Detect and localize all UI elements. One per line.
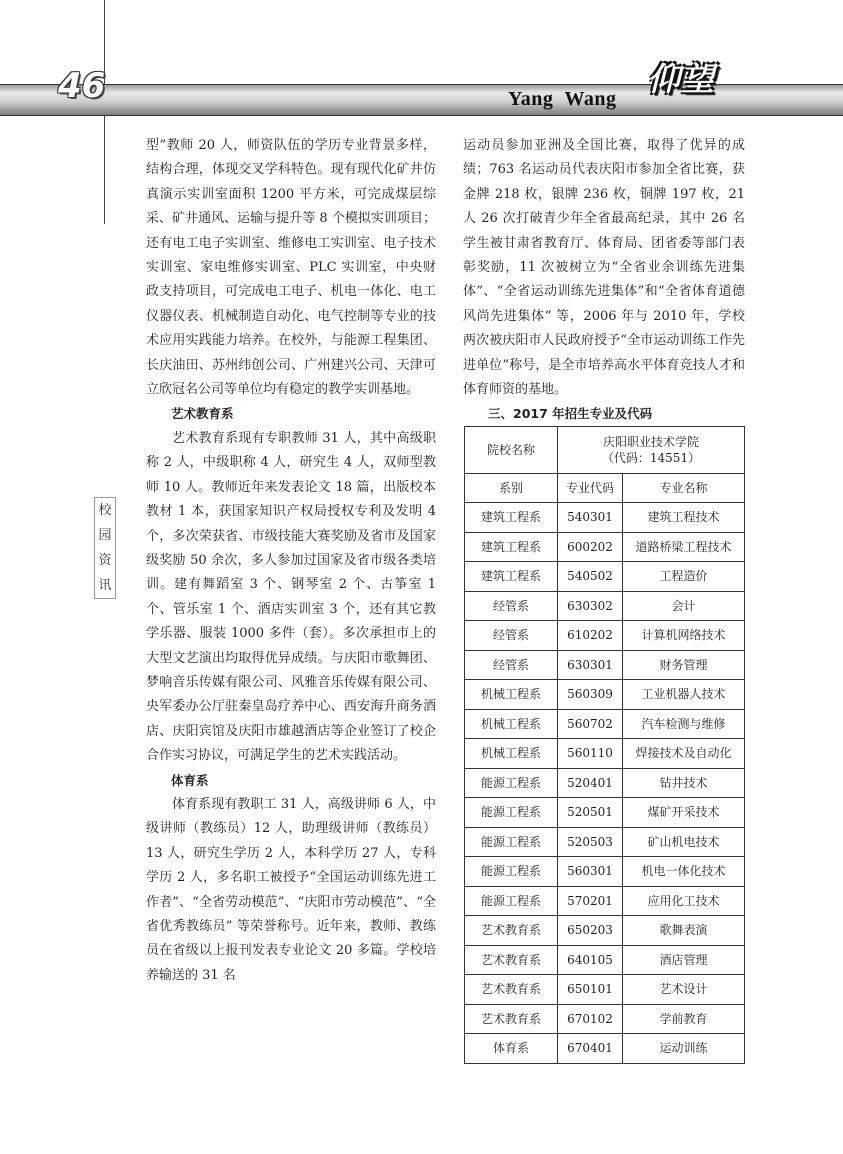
name-cell: 焊接技术及自动化 — [623, 739, 745, 769]
table-row — [465, 945, 745, 975]
dept-cell: 机械工程系 — [465, 680, 558, 710]
code-cell: 560702 — [558, 709, 623, 739]
table-title: 三、2017 年招生专业及代码 — [488, 406, 653, 422]
table-row — [465, 591, 745, 621]
code-cell: 560301 — [558, 857, 623, 887]
table-row — [465, 680, 745, 710]
dept-cell: 能源工程系 — [465, 798, 558, 828]
dept-cell: 建筑工程系 — [465, 503, 558, 533]
code-cell: 650101 — [558, 975, 623, 1005]
dept-cell: 能源工程系 — [465, 768, 558, 798]
name-cell: 运动训练 — [623, 1034, 745, 1064]
dept-cell: 能源工程系 — [465, 827, 558, 857]
dept-cell: 艺术教育系 — [465, 945, 558, 975]
table-row — [465, 916, 745, 946]
name-cell: 工业机器人技术 — [623, 680, 745, 710]
table-row — [465, 562, 745, 592]
school-code: （代码：14551） — [601, 451, 701, 465]
left-column — [146, 134, 436, 988]
table-row — [465, 650, 745, 680]
table-row — [465, 621, 745, 651]
code-cell: 560110 — [558, 739, 623, 769]
code-cell: 610202 — [558, 621, 623, 651]
name-cell: 学前教育 — [623, 1004, 745, 1034]
code-cell: 520503 — [558, 827, 623, 857]
code-cell: 520501 — [558, 798, 623, 828]
name-cell: 机电一体化技术 — [623, 857, 745, 887]
section-tab — [94, 497, 116, 599]
name-cell: 应用化工技术 — [623, 886, 745, 916]
table-row — [465, 975, 745, 1005]
code-cell: 560309 — [558, 680, 623, 710]
name-cell: 煤矿开采技术 — [623, 798, 745, 828]
code-cell: 670102 — [558, 1004, 623, 1034]
section-tab-char: 园 — [98, 528, 112, 543]
code-cell: 520401 — [558, 768, 623, 798]
table-row — [465, 827, 745, 857]
dept-cell: 经管系 — [465, 650, 558, 680]
table-row — [465, 739, 745, 769]
name-cell: 建筑工程技术 — [623, 503, 745, 533]
dept-cell: 机械工程系 — [465, 739, 558, 769]
section-tab-char: 校 — [98, 503, 112, 518]
name-cell: 歌舞表演 — [623, 916, 745, 946]
dept-cell: 能源工程系 — [465, 886, 558, 916]
name-cell: 道路桥梁工程技术 — [623, 532, 745, 562]
code-cell: 600202 — [558, 532, 623, 562]
dept-cell: 体育系 — [465, 1034, 558, 1064]
magazine-logo: 仰望 — [648, 60, 717, 98]
school-name: 庆阳职业技术学院 — [602, 435, 699, 449]
table-header-school — [465, 427, 745, 474]
school-label: 院校名称 — [465, 427, 558, 474]
column-header-dept: 系别 — [465, 474, 558, 503]
column-header-name: 专业名称 — [623, 474, 745, 503]
code-cell: 540502 — [558, 562, 623, 592]
dept-cell: 建筑工程系 — [465, 532, 558, 562]
section-heading-pe: 体育系 — [171, 772, 209, 788]
table-row — [465, 1034, 745, 1064]
majors-table — [464, 426, 745, 1064]
page-number: 46 — [58, 66, 106, 106]
paragraph: 艺术教育系现有专职教师 31 人，其中高级职称 2 人，中级职称 4 人，研究生 4 人，双师型教师 10 人。教师近年来发表论文 18 篇，出版校本教材 1 本，获国家知识产权局授权专利及发明 4 个，多次荣获省、市级技能大赛奖励及省市及国家级奖励 50 余次，多人参加过国家及省市级各类培训。建有舞蹈室 3 个、钢琴室 2 个、古筝室 1 个、管乐室 1 个、酒店实训室 3 个，还有其它教学乐器、服装 1000 多件（套）。多次承担市上的大型文艺演出均取得优异成绩。与庆阳市歌舞团、梦响音乐传媒有限公司、风雅音乐传媒有限公司、央军委办公厅驻秦皇岛疗养中心、西安海升商务酒店、庆阳宾馆及庆阳市雄越酒店等企业签订了校企合作实习协议，可满足学生的艺术实践活动。 — [146, 430, 436, 764]
table-row — [465, 1004, 745, 1034]
code-cell: 630301 — [558, 650, 623, 680]
dept-cell: 艺术教育系 — [465, 1004, 558, 1034]
header-bar — [0, 84, 843, 116]
table-header-columns — [465, 474, 745, 503]
table-row — [465, 709, 745, 739]
table-row — [465, 798, 745, 828]
section-tab-char: 讯 — [98, 578, 112, 593]
name-cell: 计算机网络技术 — [623, 621, 745, 651]
table-row — [465, 857, 745, 887]
dept-cell: 机械工程系 — [465, 709, 558, 739]
paragraph: 型”教师 20 人，师资队伍的学历专业背景多样，结构合理，体现交叉学科特色。现有现代化矿井仿真演示实训室面积 1200 平方米，可完成煤层综采、矿井通风、运输与提升等 8 个模拟实训项目；还有电工电子实训室、维修电工实训室、电子技术实训室、家电维修实训室、PLC 实训室，中央财政支持项目，可完成电工电子、机电一体化、电工仪器仪表、机械制造自动化、电气控制等专业的技术应用实践能力培养。在校外，与能源工程集团、长庆油田、苏州纬创公司、广州建兴公司、天津可立欣冠名公司等单位均有稳定的教学实训基地。 — [146, 138, 436, 398]
name-cell: 汽车检测与维修 — [623, 709, 745, 739]
dept-cell: 建筑工程系 — [465, 562, 558, 592]
name-cell: 工程造价 — [623, 562, 745, 592]
table-row — [465, 768, 745, 798]
table-row — [465, 886, 745, 916]
column-header-code: 专业代码 — [558, 474, 623, 503]
school-cell — [558, 427, 745, 474]
name-cell: 会计 — [623, 591, 745, 621]
right-column — [463, 134, 745, 427]
dept-cell: 经管系 — [465, 591, 558, 621]
code-cell: 670401 — [558, 1034, 623, 1064]
name-cell: 财务管理 — [623, 650, 745, 680]
code-cell: 540301 — [558, 503, 623, 533]
dept-cell: 经管系 — [465, 621, 558, 651]
dept-cell: 艺术教育系 — [465, 916, 558, 946]
name-cell: 钻井技术 — [623, 768, 745, 798]
running-head: Yang Wang — [508, 88, 617, 110]
code-cell: 640105 — [558, 945, 623, 975]
name-cell: 艺术设计 — [623, 975, 745, 1005]
table-row — [465, 503, 745, 533]
section-tab-char: 资 — [98, 553, 112, 568]
section-heading-art: 艺术教育系 — [171, 406, 234, 422]
table-row — [465, 532, 745, 562]
code-cell: 650203 — [558, 916, 623, 946]
paragraph: 运动员参加亚洲及全国比赛，取得了优异的成绩；763 名运动员代表庆阳市参加全省比赛，获金牌 218 枚，银牌 236 枚，铜牌 197 枚，21 人 26 次打破青少年全省最高纪录，其中 26 名学生被甘肃省教育厅、体育局、团省委等部门表彰奖励，11 次被树立为“全省业余训练先进集体”、“全省运动训练先进集体”和“全省体育道德风尚先进集体” 等，2006 年与 2010 年，学校两次被庆阳市人民政府授予“全市运动训练工作先进单位”称号，是全市培养高水平体育竞技人才和体育师资的基地。 — [463, 138, 745, 398]
name-cell: 酒店管理 — [623, 945, 745, 975]
code-cell: 630302 — [558, 591, 623, 621]
paragraph: 体育系现有教职工 31 人，高级讲师 6 人，中级讲师（教练员）12 人，助理级讲师（教练员）13 人，研究生学历 2 人，本科学历 27 人，专科学历 2 人，多名职工被授予“全国运动训练先进工作者”、“全省劳动模范”、“庆阳市劳动模范”、“全省优秀教练员” 等荣誉称号。近年来，教师、教练员在省级以上报刊发表专业论文 20 多篇。学校培养输送的 31 名 — [146, 796, 436, 983]
name-cell: 矿山机电技术 — [623, 827, 745, 857]
dept-cell: 能源工程系 — [465, 857, 558, 887]
code-cell: 570201 — [558, 886, 623, 916]
dept-cell: 艺术教育系 — [465, 975, 558, 1005]
